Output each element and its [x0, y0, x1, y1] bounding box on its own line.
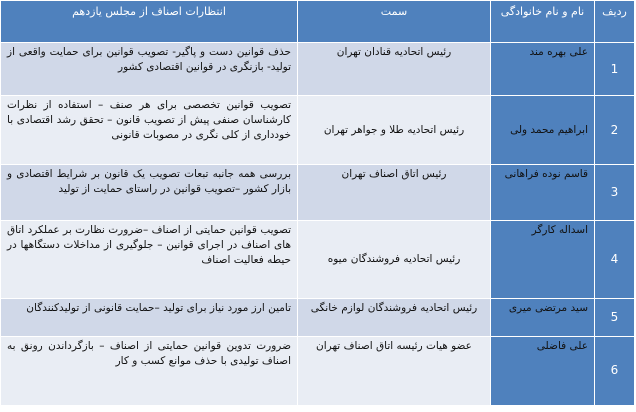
table-row — [1, 336, 635, 405]
row-title: عضو هیات رئیسه اتاق اصناف تهران — [298, 336, 491, 405]
row-requests: تصویب قوانین حمایتی از اصناف –ضرورت نظارت بر عملکرد اتاق های اصناف در اجرای قوانین – جلوگیری از مداخلات دستگاهها در حیطه فعالیت اصناف — [1, 221, 298, 298]
row-index: 3 — [595, 165, 635, 221]
row-name: سید مرتضی میری — [491, 298, 595, 336]
table-row — [1, 165, 635, 221]
row-title: رئیس اتحادیه قنادان تهران — [298, 43, 491, 96]
table-row — [1, 43, 635, 96]
header-name: نام و نام خانوادگی — [491, 1, 595, 43]
table-row — [1, 298, 635, 336]
table-row — [1, 221, 635, 298]
row-name: ابراهیم محمد ولی — [491, 96, 595, 165]
row-requests: ضرورت تدوین قوانین حمایتی از اصناف – بازگرداندن رونق به اصناف تولیدی با حذف موانع کسب و کار — [1, 336, 298, 405]
row-name: اسداله کارگر — [491, 221, 595, 298]
row-index: 5 — [595, 298, 635, 336]
row-title: رئیس اتاق اصناف تهران — [298, 165, 491, 221]
header-requests: انتظارات اصناف از مجلس یازدهم — [1, 1, 298, 43]
row-index: 6 — [595, 336, 635, 405]
header-index: ردیف — [595, 1, 635, 43]
row-index: 4 — [595, 221, 635, 298]
row-title: رئیس اتحادیه فروشندگان میوه — [298, 221, 491, 298]
row-requests: تصویب قوانین تخصصی برای هر صنف – استفاده از نظرات کارشناسان صنفی پیش از تصویب قانون – تحقق رشد اقتصادی با خودداری از کلی نگری در مصوبات قانونی — [1, 96, 298, 165]
row-index: 2 — [595, 96, 635, 165]
row-requests: بررسی همه جانبه تبعات تصویب یک قانون بر شرایط اقتصادی و بازار کشور –تصویب قوانین در راستای حمایت از تولید — [1, 165, 298, 221]
row-name: علی بهره مند — [491, 43, 595, 96]
header-title: سمت — [298, 1, 491, 43]
row-title: رئیس اتحادیه فروشندگان لوازم خانگی — [298, 298, 491, 336]
table-header-row — [1, 1, 635, 43]
row-index: 1 — [595, 43, 635, 96]
row-name: علی فاضلی — [491, 336, 595, 405]
row-name: قاسم نوده فراهانی — [491, 165, 595, 221]
row-title: رئیس اتحادیه طلا و جواهر تهران — [298, 96, 491, 165]
row-requests: حذف قوانین دست و پاگیر- تصویب قوانین برای حمایت واقعی از تولید- بازنگری در قوانین اقتصادی کشور — [1, 43, 298, 96]
table-row — [1, 96, 635, 165]
row-requests: تامین ارز مورد نیاز برای تولید –حمایت قانونی از تولیدکنندگان — [1, 298, 298, 336]
